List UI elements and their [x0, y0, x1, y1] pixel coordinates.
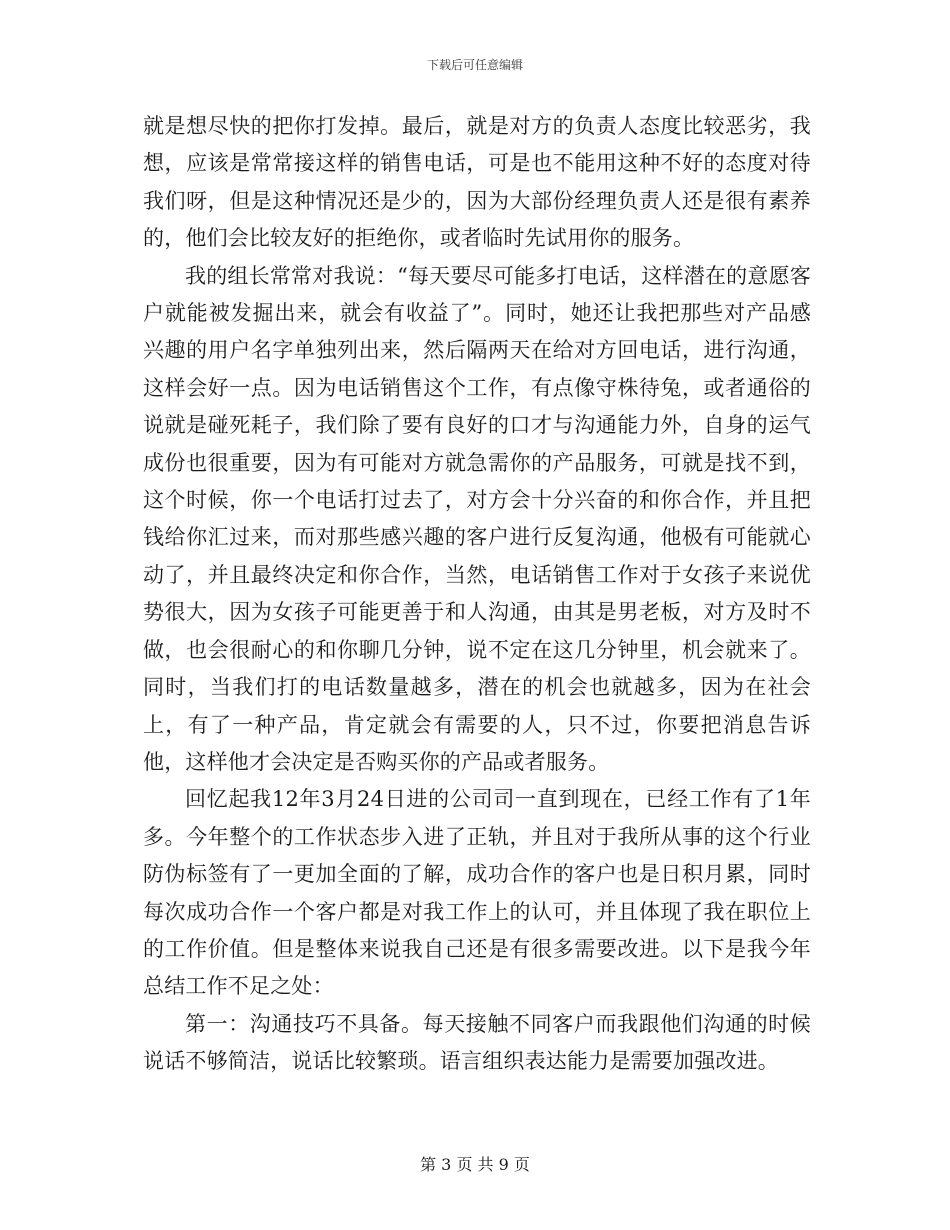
page-header: 下载后可任意编辑 — [426, 58, 523, 72]
document-body — [143, 108, 811, 1081]
paragraph-4: 第一：沟通技巧不具备。每天接触不同客户而我跟他们沟通的时候说话不够简洁，说话比较繁琐。语言组织表达能力是需要加强改进。 — [143, 1011, 811, 1074]
paragraph-1: 就是想尽快的把你打发掉。最后，就是对方的负责人态度比较恶劣，我想，应该是常常接这样的销售电话，可是也不能用这种不好的态度对待我们呀，但是这种情况还是少的，因为大部份经理负责人还是很有素养的，他们会比较友好的拒绝你，或者临时先试用你的服务。 — [143, 114, 811, 251]
paragraph-2: 我的组长常常对我说：“每天要尽可能多打电话，这样潜在的意愿客户就能被发掘出来，就会有收益了”。同时，她还让我把那些对产品感兴趣的用户名字单独列出来，然后隔两天在给对方回电话，进行沟通，这样会好一点。因为电话销售这个工作，有点像守株待兔，或者通俗的说就是碰死耗子，我们除了要有良好的口才与沟通能力外，自身的运气成份也很重要，因为有可能对方就急需你的产品服务，可就是找不到，这个时候，你一个电话打过去了，对方会十分兴奋的和你合作，并且把钱给你汇过来，而对那些感兴趣的客户进行反复沟通，他极有可能就心动了，并且最终决定和你合作，当然，电话销售工作对于女孩子来说优势很大，因为女孩子可能更善于和人沟通，由其是男老板，对方及时不做，也会很耐心的和你聊几分钟，说不定在这几分钟里，机会就来了。同时，当我们打的电话数量越多，潜在的机会也就越多，因为在社会上，有了一种产品，肯定就会有需要的人，只不过，你要把消息告诉他，这样他才会决定是否购买你的产品或者服务。 — [143, 263, 811, 774]
paragraph-3: 回忆起我12年3月24日进的公司司一直到现在，已经工作有了1年多。今年整个的工作状态步入进了正轨，并且对于我所从事的这个行业防伪标签有了一更加全面的了解，成功合作的客户也是日积月累，同时每次成功合作一个客户都是对我工作上的认可，并且体现了我在职位上的工作价值。但是整体来说我自己还是有很多需要改进。以下是我今年总结工作不足之处： — [143, 787, 811, 999]
page-footer: 第 3 页 共 9 页 — [420, 1155, 530, 1174]
